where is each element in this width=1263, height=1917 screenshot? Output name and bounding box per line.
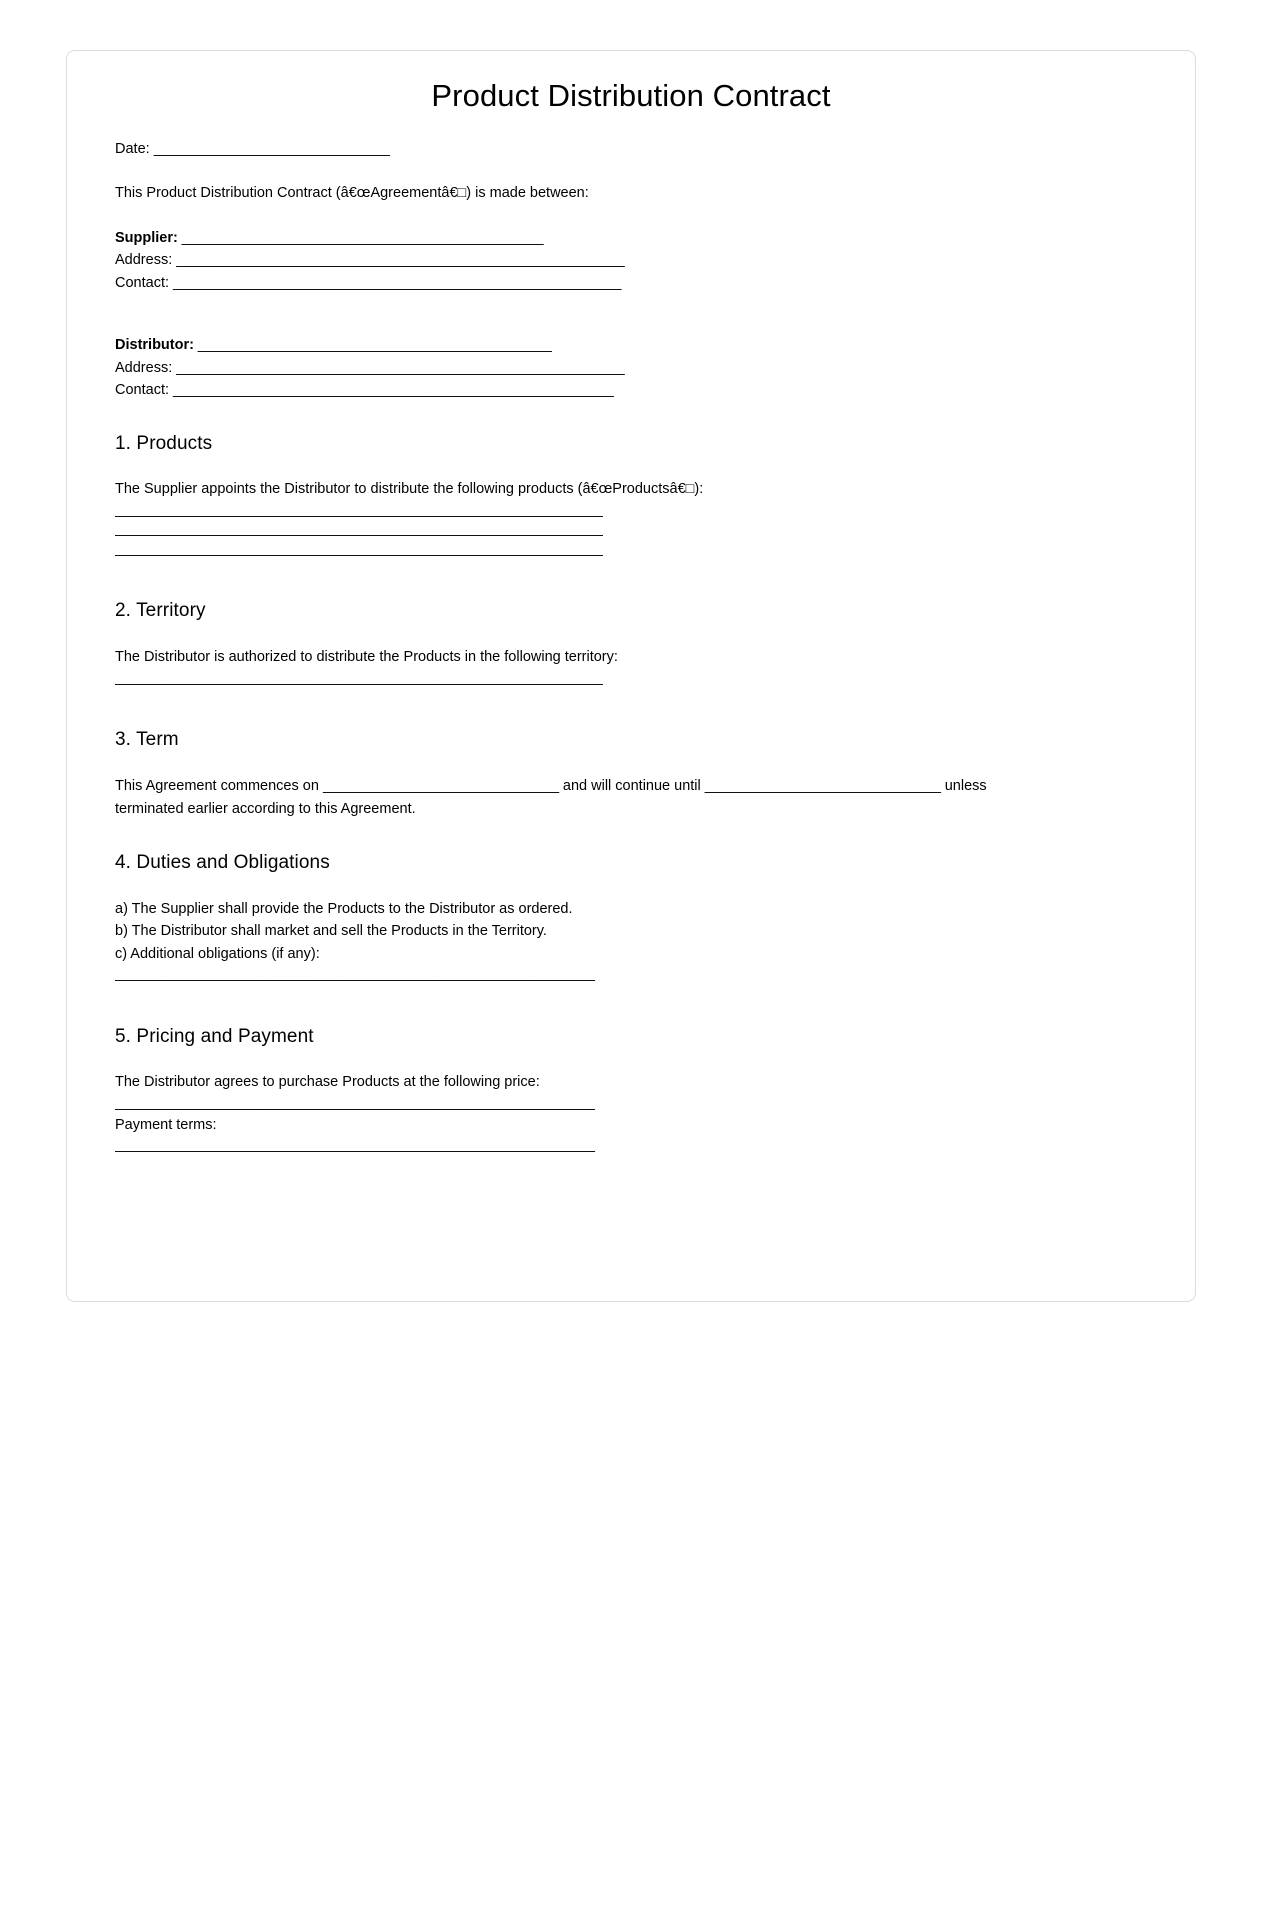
pricing-blank-1[interactable]: _____________________________________________________________ [115, 1094, 595, 1111]
section-term-paragraph [115, 775, 1020, 821]
duties-item-b: b) The Distributor shall market and sell the Products in the Territory. [115, 923, 547, 940]
section-heading-duties: 4. Duties and Obligations [115, 852, 330, 874]
products-blank-2[interactable]: ______________________________________________________________ [115, 521, 603, 538]
supplier-row [115, 227, 1175, 249]
distributor-contact-blank[interactable]: ________________________________________________________ [173, 382, 614, 399]
supplier-blank[interactable]: ______________________________________________ [177, 229, 544, 246]
contract-content [67, 51, 1195, 1196]
party-block-supplier [115, 227, 1175, 294]
duties-item-c: c) Additional obligations (if any): [115, 945, 320, 962]
territory-blank-1[interactable]: ______________________________________________________________ [115, 669, 603, 686]
date-label: Date: [115, 140, 154, 157]
intro-paragraph: This Product Distribution Contract (â€œAgreementâ€□) is made between: [115, 185, 589, 202]
spacer [115, 688, 1175, 728]
supplier-address-row [115, 249, 1175, 271]
distributor-address-blank[interactable]: _________________________________________________________ [176, 359, 625, 376]
spacer [67, 116, 1195, 138]
spacer [115, 1156, 1175, 1196]
party-block-distributor [115, 334, 1175, 401]
distributor-blank[interactable]: _____________________________________________ [193, 337, 552, 354]
term-text-1: This Agreement commences on [115, 777, 323, 794]
payment-terms-blank-1[interactable]: _____________________________________________________________ [115, 1136, 595, 1153]
section-pricing [115, 1025, 1175, 1156]
distributor-address-row [115, 357, 1175, 379]
spacer [115, 456, 1175, 478]
supplier-contact-row [115, 272, 1175, 294]
spacer [115, 205, 1175, 227]
distributor-contact-label: Contact: [115, 382, 174, 399]
spacer [115, 624, 1175, 646]
spacer [115, 1049, 1175, 1071]
section-heading-term: 3. Term [115, 729, 179, 751]
products-blank-3[interactable]: ______________________________________________________________ [115, 540, 603, 557]
payment-terms-label: Payment terms: [115, 1116, 217, 1133]
duties-item-a: a) The Supplier shall provide the Products to the Distributor as ordered. [115, 900, 573, 917]
section-products [115, 432, 1175, 560]
spacer [115, 753, 1175, 775]
section-territory-intro: The Distributor is authorized to distribute the Products in the following territory: [115, 649, 618, 666]
spacer [115, 294, 1175, 334]
document-body [67, 138, 1195, 1196]
spacer [115, 985, 1175, 1025]
products-blank-1[interactable]: ______________________________________________________________ [115, 501, 603, 518]
spacer [115, 402, 1175, 432]
section-territory [115, 599, 1175, 688]
supplier-address-label: Address: [115, 252, 177, 269]
distributor-label: Distributor: [115, 337, 194, 354]
duties-blank-1[interactable]: _____________________________________________________________ [115, 966, 595, 983]
spacer [115, 876, 1175, 898]
date-blank[interactable]: ______________________________ [153, 140, 390, 157]
section-products-intro: The Supplier appoints the Distributor to distribute the following products (â€œProductsâ€□): [115, 481, 704, 498]
distributor-contact-row [115, 379, 1175, 401]
term-blank-end[interactable]: ______________________________ [704, 777, 941, 794]
supplier-label: Supplier: [115, 229, 178, 246]
distributor-address-label: Address: [115, 359, 177, 376]
term-blank-start[interactable]: ______________________________ [322, 777, 559, 794]
spacer [115, 559, 1175, 599]
contract-card [66, 50, 1196, 1302]
section-term [115, 728, 1175, 821]
section-heading-pricing: 5. Pricing and Payment [115, 1025, 314, 1047]
term-text-3: unless terminated earlier according to this Agreement. [115, 777, 987, 817]
section-pricing-intro: The Distributor agrees to purchase Products at the following price: [115, 1074, 540, 1091]
term-text-2: and will continue until [558, 777, 705, 794]
page-title: Product Distribution Contract [431, 78, 831, 113]
supplier-address-blank[interactable]: _________________________________________________________ [176, 252, 625, 269]
section-heading-products: 1. Products [115, 432, 213, 454]
section-duties [115, 851, 1175, 985]
spacer [115, 160, 1175, 182]
supplier-contact-blank[interactable]: _________________________________________________________ [173, 274, 622, 291]
date-row [115, 138, 1175, 160]
spacer [115, 821, 1175, 851]
supplier-contact-label: Contact: [115, 274, 174, 291]
section-heading-territory: 2. Territory [115, 600, 206, 622]
distributor-row [115, 334, 1175, 356]
